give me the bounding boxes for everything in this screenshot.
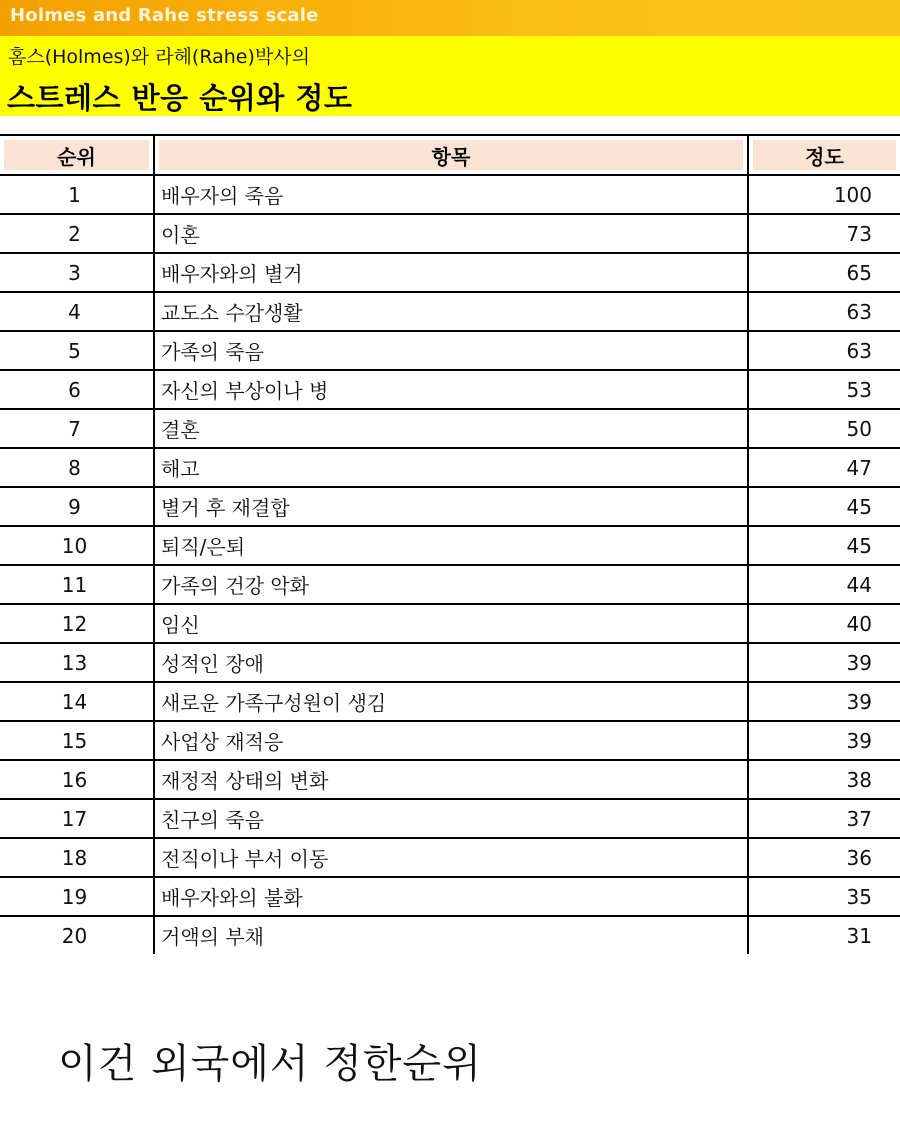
table-row: [0, 604, 900, 643]
degree-cell: 63: [748, 292, 900, 331]
item-cell: 퇴직/은퇴: [154, 526, 748, 565]
item-cell: 가족의 건강 악화: [154, 565, 748, 604]
degree-cell: 35: [748, 877, 900, 916]
rank-cell: 19: [0, 877, 154, 916]
degree-cell: 100: [748, 175, 900, 214]
item-cell: 교도소 수감생활: [154, 292, 748, 331]
degree-cell: 40: [748, 604, 900, 643]
table-row: [0, 643, 900, 682]
rank-cell: 5: [0, 331, 154, 370]
degree-cell: 39: [748, 643, 900, 682]
table-row: [0, 448, 900, 487]
item-cell: 이혼: [154, 214, 748, 253]
degree-cell: 73: [748, 214, 900, 253]
table-row: [0, 565, 900, 604]
item-cell: 별거 후 재결합: [154, 487, 748, 526]
table-row: [0, 721, 900, 760]
degree-cell: 36: [748, 838, 900, 877]
rank-cell: 8: [0, 448, 154, 487]
table-body: [0, 175, 900, 954]
rank-cell: 13: [0, 643, 154, 682]
degree-cell: 47: [748, 448, 900, 487]
item-cell: 배우자와의 별거: [154, 253, 748, 292]
table-header-row: [0, 135, 900, 175]
table-row: [0, 292, 900, 331]
table-row: [0, 331, 900, 370]
item-cell: 사업상 재적응: [154, 721, 748, 760]
table-row: [0, 253, 900, 292]
table-row: [0, 370, 900, 409]
degree-cell: 39: [748, 721, 900, 760]
rank-cell: 20: [0, 916, 154, 954]
table-row: [0, 409, 900, 448]
rank-cell: 16: [0, 760, 154, 799]
degree-cell: 44: [748, 565, 900, 604]
degree-cell: 38: [748, 760, 900, 799]
item-cell: 새로운 가족구성원이 생김: [154, 682, 748, 721]
rank-cell: 17: [0, 799, 154, 838]
degree-cell: 37: [748, 799, 900, 838]
degree-cell: 39: [748, 682, 900, 721]
rank-cell: 18: [0, 838, 154, 877]
degree-cell: 53: [748, 370, 900, 409]
degree-cell: 31: [846, 923, 872, 948]
column-header-degree: 정도: [748, 135, 900, 175]
table-row: [0, 682, 900, 721]
table-row: [0, 526, 900, 565]
rank-cell: 10: [0, 526, 154, 565]
rank-cell: 1: [0, 175, 154, 214]
degree-cell: 45: [748, 526, 900, 565]
item-cell: 전직이나 부서 이동: [154, 838, 748, 877]
degree-cell: 63: [748, 331, 900, 370]
table-row: [0, 838, 900, 877]
degree-cell: 65: [748, 253, 900, 292]
subtitle: 홈스(Holmes)와 라헤(Rahe)박사의: [8, 46, 310, 68]
item-cell: 해고: [154, 448, 748, 487]
item-cell: 성적인 장애: [154, 643, 748, 682]
item-cell: 결혼: [154, 409, 748, 448]
item-cell: 거액의 부채: [154, 916, 748, 954]
item-cell: 배우자의 죽음: [154, 175, 748, 214]
rank-cell: 4: [0, 292, 154, 331]
item-cell: 친구의 죽음: [154, 799, 748, 838]
rank-cell: 14: [0, 682, 154, 721]
stress-scale-table: [0, 134, 900, 954]
rank-cell: 6: [0, 370, 154, 409]
rank-cell: 2: [0, 214, 154, 253]
page-title: 스트레스 반응 순위와 정도: [7, 81, 353, 115]
degree-cell: 45: [748, 487, 900, 526]
table-row: [0, 487, 900, 526]
degree-cell: 50: [748, 409, 900, 448]
table-row: [0, 175, 900, 214]
rank-cell: 15: [0, 721, 154, 760]
rank-cell: 12: [0, 604, 154, 643]
table-row: [0, 916, 900, 954]
table-row: [0, 877, 900, 916]
item-cell: 재정적 상태의 변화: [154, 760, 748, 799]
column-header-item: 항목: [154, 135, 748, 175]
table-row: [0, 799, 900, 838]
item-cell: 자신의 부상이나 병: [154, 370, 748, 409]
table-row: [0, 214, 900, 253]
caption-comment: 이건 외국에서 정한순위: [58, 1041, 482, 1087]
top-banner: [0, 0, 900, 36]
rank-cell: 11: [0, 565, 154, 604]
table-row: [0, 760, 900, 799]
column-header-rank: 순위: [0, 135, 154, 175]
item-cell: 가족의 죽음: [154, 331, 748, 370]
rank-cell: 9: [0, 487, 154, 526]
english-title: Holmes and Rahe stress scale: [10, 5, 319, 26]
rank-cell: 7: [0, 409, 154, 448]
rank-cell: 3: [0, 253, 154, 292]
item-cell: 임신: [154, 604, 748, 643]
title-banner: [0, 36, 900, 116]
item-cell: 배우자와의 불화: [154, 877, 748, 916]
